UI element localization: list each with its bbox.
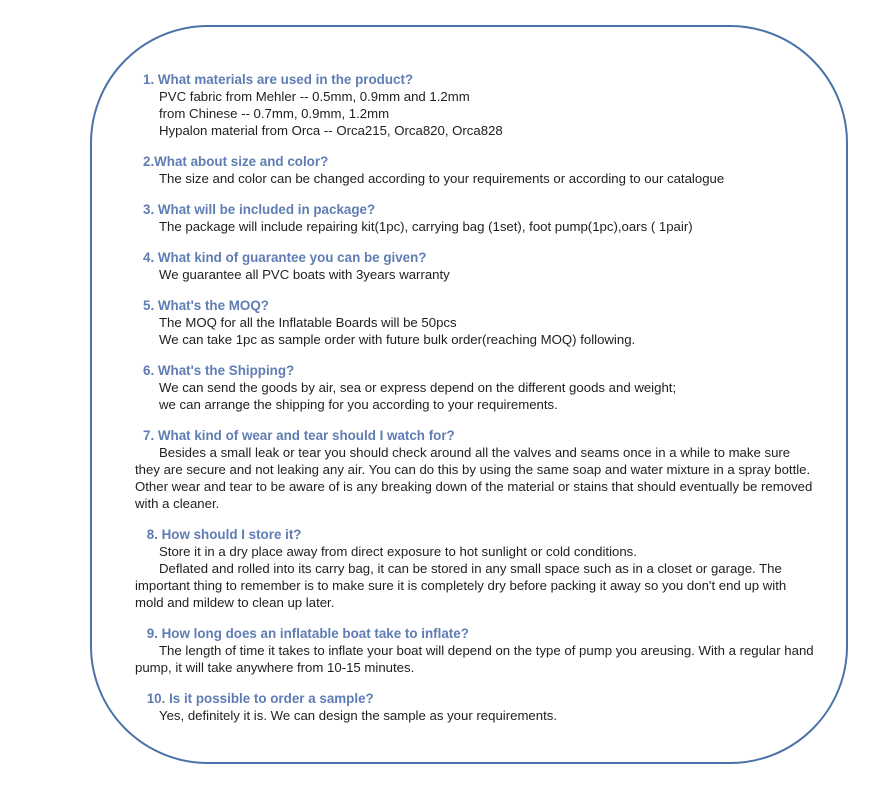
faq-item	[135, 526, 816, 611]
faq-question: 10. Is it possible to order a sample?	[143, 691, 374, 706]
faq-question: 9. How long does an inflatable boat take to inflate?	[143, 626, 469, 641]
faq-answer: Besides a small leak or tear you should check around all the valves and seams once in a while to make sure they are secure and not leaking any air. You can do this by using the same soap and water mixture in a spray bottle. Other wear and tear to be aware of is any breaking down of the material or stains that should eventually be removed with a cleaner.	[135, 445, 813, 511]
faq-question: 3. What will be included in package?	[143, 202, 376, 217]
faq-list	[135, 71, 816, 724]
faq-answer: We guarantee all PVC boats with 3years warranty	[159, 267, 450, 282]
faq-question: 4. What kind of guarantee you can be given?	[143, 250, 427, 265]
faq-answer: The MOQ for all the Inflatable Boards will be 50pcs	[159, 315, 457, 330]
faq-answer: we can arrange the shipping for you according to your requirements.	[159, 397, 558, 412]
faq-item	[143, 249, 816, 283]
faq-item	[143, 297, 816, 348]
faq-question: 7. What kind of wear and tear should I watch for?	[143, 428, 455, 443]
faq-question: 6. What's the Shipping?	[143, 363, 295, 378]
faq-answer: The size and color can be changed according to your requirements or according to our catalogue	[159, 171, 725, 186]
faq-answer: Yes, definitely it is. We can design the sample as your requirements.	[159, 708, 558, 723]
faq-answer: from Chinese -- 0.7mm, 0.9mm, 1.2mm	[159, 106, 390, 121]
faq-item	[143, 153, 816, 187]
faq-answer: Store it in a dry place away from direct exposure to hot sunlight or cold conditions.	[159, 544, 637, 559]
faq-card	[90, 25, 848, 764]
faq-item	[135, 427, 816, 512]
faq-item	[143, 362, 816, 413]
faq-item	[135, 625, 816, 676]
faq-answer: The package will include repairing kit(1pc), carrying bag (1set), foot pump(1pc),oars ( 1pair)	[159, 219, 693, 234]
faq-item	[143, 690, 816, 724]
faq-question: 1. What materials are used in the product?	[143, 72, 414, 87]
faq-question: 5. What's the MOQ?	[143, 298, 269, 313]
faq-answer: The length of time it takes to inflate your boat will depend on the type of pump you areusing. With a regular hand pump, it will take anywhere from 10-15 minutes.	[135, 643, 814, 675]
faq-answer: Deflated and rolled into its carry bag, it can be stored in any small space such as in a closet or garage. The important thing to remember is to make sure it is completely dry before packing it away so you don't end up with mold and mildew to clean up later.	[135, 561, 787, 610]
faq-item	[143, 201, 816, 235]
faq-answer: PVC fabric from Mehler -- 0.5mm, 0.9mm and 1.2mm	[159, 89, 470, 104]
faq-answer: We can send the goods by air, sea or express depend on the different goods and weight;	[159, 380, 677, 395]
faq-question: 8. How should I store it?	[143, 527, 302, 542]
faq-question: 2.What about size and color?	[143, 154, 329, 169]
faq-answer: Hypalon material from Orca -- Orca215, Orca820, Orca828	[159, 123, 503, 138]
faq-item	[143, 71, 816, 139]
faq-answer: We can take 1pc as sample order with future bulk order(reaching MOQ) following.	[159, 332, 636, 347]
